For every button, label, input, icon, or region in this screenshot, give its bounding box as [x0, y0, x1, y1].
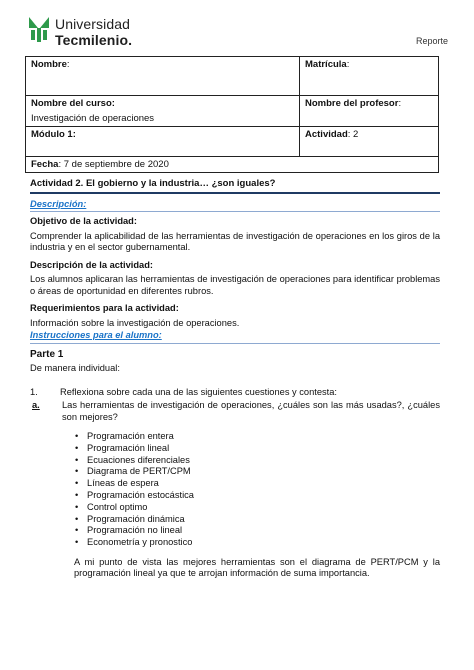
modulo-cell: [26, 127, 300, 157]
instrucciones-section-header: [30, 330, 440, 344]
question-item: [30, 387, 440, 399]
list-item: • Diagrama de PERT/CPM: [30, 466, 440, 478]
tools-list: [30, 431, 440, 549]
requerimientos-text: Información sobre la investigación de operaciones.: [30, 317, 240, 328]
document-type: Reporte: [415, 36, 448, 46]
sub-question-text: Las herramientas de investigación de operaciones, ¿cuáles son las más usadas?, ¿cuáles son mejores?: [62, 400, 440, 422]
list-item: • Programación dinámica: [30, 514, 440, 526]
fecha-value: 7 de septiembre de 2020: [63, 159, 169, 170]
tecmilenio-logo-icon: [26, 14, 52, 44]
instrucciones-header-text: Instrucciones para el alumno:: [30, 330, 162, 340]
descripcion-header-text: Descripción:: [30, 198, 87, 209]
sub-question-letter: a.: [32, 400, 40, 410]
matricula-cell: Matrícula:: [300, 57, 439, 96]
list-item: • Econometría y pronostico: [30, 537, 440, 549]
actividad-value: 2: [353, 129, 359, 140]
parte-intro: De manera individual:: [30, 363, 120, 373]
objetivo-text: Comprender la aplicabilidad de las herramientas de investigación de operaciones en los giros de la industria y en el sector gubernamental.: [30, 230, 440, 252]
nombre-label: Nombre: [31, 59, 67, 70]
list-item: • Ecuaciones diferenciales: [30, 455, 440, 467]
profesor-label: Nombre del profesor: [305, 98, 399, 109]
objetivo-heading: Objetivo de la actividad:: [30, 216, 137, 226]
list-item: • Programación entera: [30, 431, 440, 443]
university-logo: [26, 14, 146, 48]
parte-heading: Parte 1: [30, 348, 64, 360]
descripcion-heading: Descripción de la actividad:: [30, 259, 153, 270]
matricula-label: Matrícula: [305, 59, 347, 70]
sub-question: [32, 400, 440, 423]
question-number: 1.: [30, 386, 38, 397]
nombre-cell: Nombre:: [26, 57, 300, 96]
list-item: • Programación estocástica: [30, 490, 440, 502]
profesor-cell: Nombre del profesor:: [300, 96, 439, 127]
fecha-label: Fecha: [31, 159, 59, 170]
activity-title: Actividad 2. El gobierno y la industria… ¿son iguales?: [30, 178, 440, 194]
curso-value: Investigación de operaciones: [31, 113, 155, 124]
descripcion-text: Los alumnos aplicaran las herramientas de investigación de operaciones para identificar problemas o áreas de oportunidad en diferentes rubros.: [30, 274, 440, 296]
actividad-cell: Actividad: 2: [300, 127, 439, 157]
requerimientos-heading: Requerimientos para la actividad:: [30, 303, 179, 313]
fecha-cell: Fecha: 7 de septiembre de 2020: [26, 157, 439, 173]
list-item: • Programación lineal: [30, 443, 440, 455]
brand-name-line1: Universidad: [55, 16, 131, 32]
descripcion-section-header: [30, 199, 440, 213]
curso-cell: [26, 96, 300, 127]
curso-label: Nombre del curso:: [31, 98, 115, 109]
list-item: • Líneas de espera: [30, 478, 440, 490]
student-answer: A mi punto de vista las mejores herramientas son el diagrama de PERT/PCM y la programación lineal ya que te arrojan información de suma importancia.: [74, 556, 440, 579]
question-text: Reflexiona sobre cada una de las siguientes cuestiones y contesta:: [60, 386, 338, 397]
list-item: • Programación no lineal: [30, 525, 440, 537]
brand-name-line2: Tecmilenio.: [55, 32, 133, 48]
list-item: • Control optimo: [30, 502, 440, 514]
actividad-label: Actividad: [305, 129, 348, 140]
activity-content: [30, 178, 440, 580]
modulo-label: Módulo 1:: [31, 129, 76, 140]
student-info-table: [25, 56, 439, 173]
